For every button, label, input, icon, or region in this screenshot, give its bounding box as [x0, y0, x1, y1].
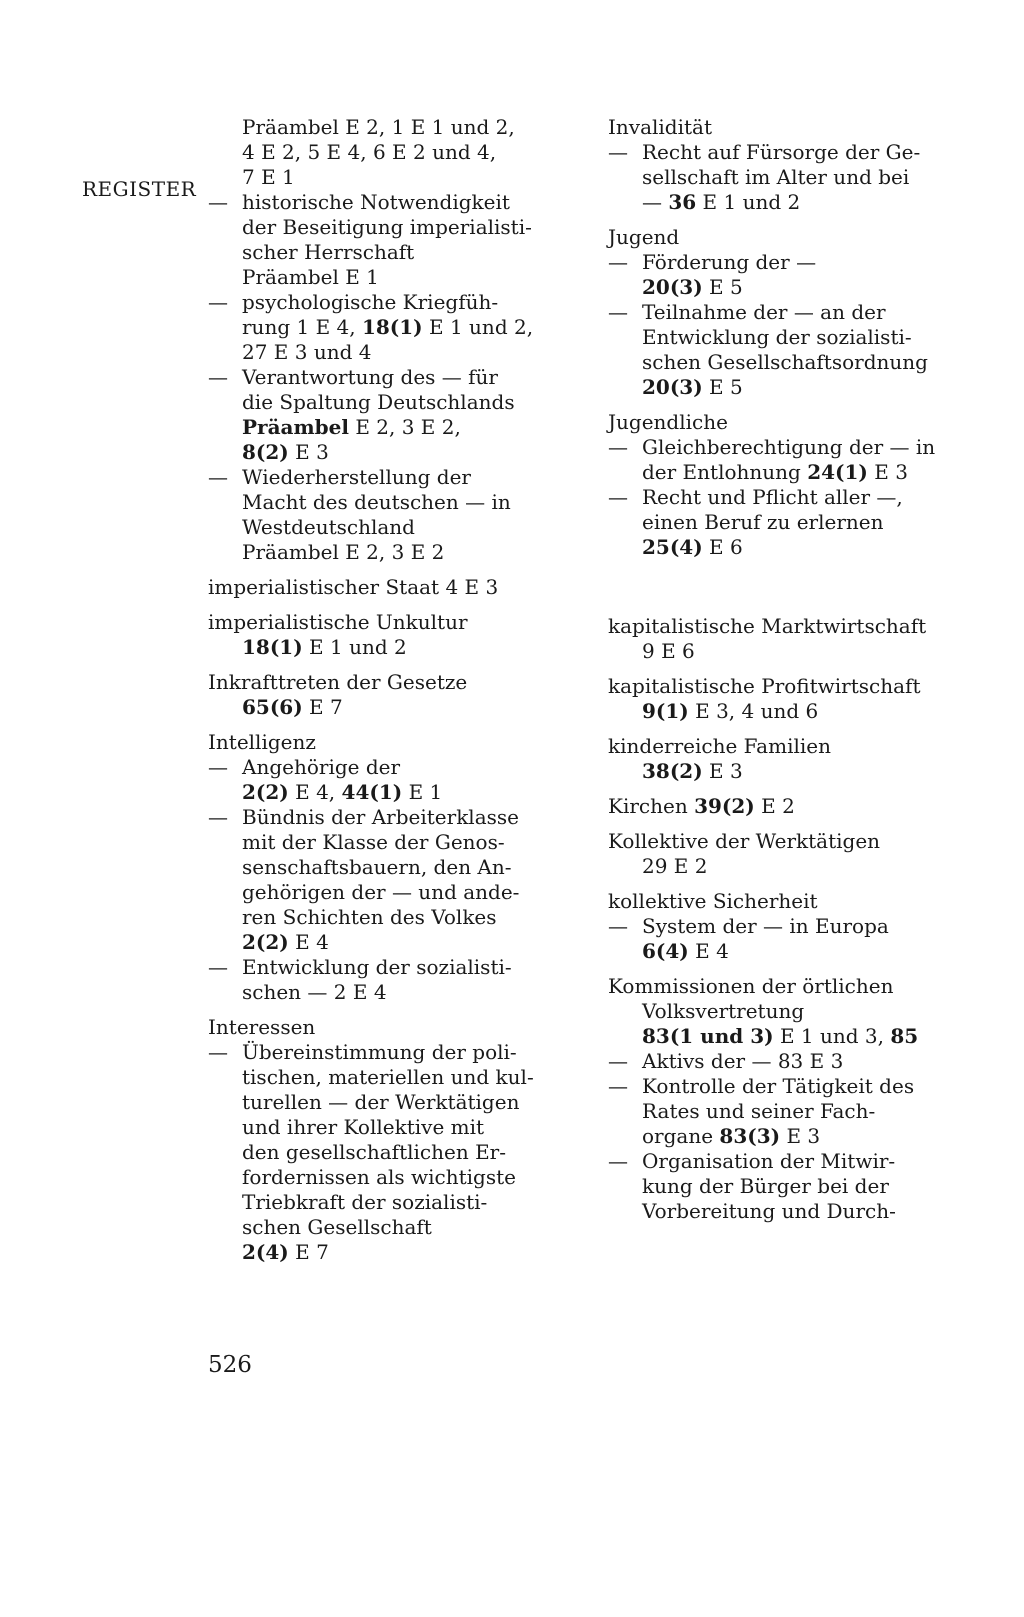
entry-line: [608, 1124, 953, 1149]
subentry-line: — Gleichberechtigung der — in: [608, 435, 953, 460]
text-run: E 7: [302, 695, 343, 719]
text-run: E 1: [402, 780, 443, 804]
entry-line: fordernissen als wichtigste: [242, 1165, 516, 1189]
article-ref: 24(1): [807, 460, 868, 484]
article-ref: 83(1 und 3): [642, 1024, 774, 1048]
entry-line: 7 E 1: [242, 165, 295, 189]
entry-heading: [608, 794, 953, 819]
entry-line: [608, 375, 953, 400]
entry-heading: Inkrafttreten der Gesetze: [208, 670, 468, 694]
article-ref: Präambel: [242, 415, 349, 439]
text-run: E 5: [702, 275, 743, 299]
article-ref: 18(1): [242, 635, 303, 659]
text-run: E 1 und 2,: [422, 315, 534, 339]
entry-line: Westdeutschland: [242, 515, 415, 539]
entry-line: [608, 759, 953, 784]
text-run: E 4: [288, 930, 329, 954]
text-run: E 1 und 3,: [773, 1024, 891, 1048]
text-run: E 1 und 2: [302, 635, 407, 659]
subentry-line: — Entwicklung der sozialisti-: [208, 955, 553, 980]
article-ref: 83(3): [719, 1124, 781, 1148]
entry-line: [608, 535, 953, 560]
article-ref: 20(3): [642, 275, 703, 299]
entry-line: [608, 939, 953, 964]
article-ref: 38(2): [642, 759, 703, 783]
subentry-line: — Angehörige der: [208, 755, 553, 780]
subentry-line: — historische Notwendigkeit: [208, 190, 553, 215]
entry-heading: Invalidität: [608, 115, 712, 139]
article-ref: 2(2): [242, 930, 289, 954]
text-run: E 4,: [288, 780, 342, 804]
article-ref: 36: [668, 190, 697, 214]
entry-line: [208, 930, 553, 955]
index-entry: [608, 829, 953, 879]
entry-line: einen Beruf zu erlernen: [642, 510, 884, 534]
entry-line: Präambel E 1: [242, 265, 379, 289]
article-ref: 2(4): [242, 1240, 289, 1264]
subentry-line: — Förderung der —: [608, 250, 953, 275]
page-number: 526: [208, 1352, 252, 1378]
text-run: E 3: [867, 460, 908, 484]
entry-line: den gesellschaftlichen Er-: [242, 1140, 506, 1164]
article-ref: 65(6): [242, 695, 303, 719]
text-run: organe: [642, 1124, 720, 1148]
entry-line: [208, 780, 553, 805]
entry-line: Rates und seiner Fach-: [642, 1099, 876, 1123]
entry-heading: Intelligenz: [208, 730, 316, 754]
article-ref: 18(1): [361, 315, 423, 339]
entry-line: turellen — der Werktätigen: [242, 1090, 520, 1114]
index-entry: [208, 115, 553, 565]
letter-group-gap: [608, 570, 953, 614]
entry-line: schen Gesellschaftsordnung: [642, 350, 928, 374]
entry-line: gehörigen der — und ande-: [242, 880, 520, 904]
entry-heading: imperialistischer Staat 4 E 3: [208, 575, 499, 599]
entry-line: 4 E 2, 5 E 4, 6 E 2 und 4,: [242, 140, 497, 164]
entry-line: der Beseitigung imperialisti-: [242, 215, 532, 239]
index-entry: [608, 410, 953, 560]
entry-heading: kapitalistische Profitwirtschaft: [608, 674, 921, 698]
entry-line: mit der Klasse der Genos-: [242, 830, 505, 854]
entry-line: [208, 1240, 553, 1265]
subentry-line: — Wiederherstellung der: [208, 465, 553, 490]
text-run: der Entlohnung: [642, 460, 808, 484]
entry-line: Triebkraft der sozialisti-: [242, 1190, 488, 1214]
article-ref: 2(2): [242, 780, 289, 804]
entry-line: Vorbereitung und Durch-: [642, 1199, 896, 1223]
text-run: Kirchen: [608, 794, 695, 818]
subentry-line: — Teilnahme der — an der: [608, 300, 953, 325]
text-run: E 3: [780, 1124, 821, 1148]
article-ref: 44(1): [341, 780, 403, 804]
text-run: rung 1 E 4,: [242, 315, 362, 339]
entry-heading: Jugend: [608, 225, 680, 249]
article-ref: 39(2): [694, 794, 755, 818]
entry-line: [608, 190, 953, 215]
index-entry: [208, 670, 553, 720]
entry-line: Präambel E 2, 3 E 2: [242, 540, 445, 564]
index-entry: [608, 734, 953, 784]
entry-heading: kapitalistische Marktwirtschaft: [608, 614, 927, 638]
index-entry: [208, 1015, 553, 1265]
text-run: E 5: [702, 375, 743, 399]
entry-line: die Spaltung Deutschlands: [242, 390, 515, 414]
text-run: E 7: [288, 1240, 329, 1264]
entry-line: [608, 275, 953, 300]
index-entry: [608, 974, 953, 1224]
article-ref: 8(2): [242, 440, 289, 464]
subentry-line: — Aktivs der — 83 E 3: [608, 1049, 953, 1074]
entry-line: Macht des deutschen — in: [242, 490, 511, 514]
subentry-line: — System der — in Europa: [608, 914, 953, 939]
entry-line: Entwicklung der sozialisti-: [642, 325, 912, 349]
index-entry: [208, 730, 553, 1005]
entry-line: schen — 2 E 4: [242, 980, 387, 1004]
entry-line: 29 E 2: [642, 854, 708, 878]
entry-line: senschaftsbauern, den An-: [242, 855, 512, 879]
index-entry: [608, 115, 953, 215]
subentry-line: — Recht und Pflicht aller —,: [608, 485, 953, 510]
subentry-line: — Recht auf Fürsorge der Ge-: [608, 140, 953, 165]
entry-line: [208, 315, 553, 340]
entry-heading: imperialistische Unkultur: [208, 610, 468, 634]
entry-line: 9 E 6: [642, 639, 695, 663]
entry-line: sellschaft im Alter und bei: [642, 165, 910, 189]
subentry-line: — Übereinstimmung der poli-: [208, 1040, 553, 1065]
entry-line: [208, 635, 553, 660]
text-run: E 4: [688, 939, 729, 963]
entry-line: schen Gesellschaft: [242, 1215, 432, 1239]
article-ref: 20(3): [642, 375, 703, 399]
entry-heading: kinderreiche Familien: [608, 734, 831, 758]
text-run: E 1 und 2: [696, 190, 801, 214]
index-entry: [608, 674, 953, 724]
article-ref: 9(1): [642, 699, 689, 723]
entry-heading: Jugendliche: [608, 410, 728, 434]
entry-line: [608, 1024, 953, 1049]
text-run: E 2: [754, 794, 795, 818]
entry-line: kung der Bürger bei der: [642, 1174, 889, 1198]
index-entry: [208, 575, 553, 600]
text-run: E 2, 3 E 2,: [348, 415, 461, 439]
side-label-register: REGISTER: [82, 177, 197, 201]
entry-line: [608, 460, 953, 485]
entry-line: scher Herrschaft: [242, 240, 415, 264]
entry-line: [208, 415, 553, 440]
entry-line: [208, 440, 553, 465]
entry-line: Präambel E 2, 1 E 1 und 2,: [242, 115, 515, 139]
subentry-line: — psychologische Kriegfüh-: [208, 290, 553, 315]
index-entry: [608, 614, 953, 664]
index-entry: [208, 610, 553, 660]
text-run: E 3: [702, 759, 743, 783]
text-run: —: [642, 190, 669, 214]
entry-heading: Kollektive der Werktätigen: [608, 829, 881, 853]
entry-line: ren Schichten des Volkes: [242, 905, 497, 929]
text-run: E 3, 4 und 6: [688, 699, 819, 723]
right-column: [608, 115, 953, 1234]
subentry-line: — Bündnis der Arbeiterklasse: [208, 805, 553, 830]
subentry-line: — Verantwortung des — für: [208, 365, 553, 390]
entry-heading: Kommissionen der örtlichen: [608, 974, 894, 998]
subentry-line: — Organisation der Mitwir-: [608, 1149, 953, 1174]
entry-line: 27 E 3 und 4: [242, 340, 372, 364]
entry-heading: Interessen: [208, 1015, 316, 1039]
article-ref: 25(4): [642, 535, 703, 559]
entry-heading: kollektive Sicherheit: [608, 889, 818, 913]
index-entry: [608, 889, 953, 964]
left-column: [208, 115, 553, 1275]
article-ref: 6(4): [642, 939, 689, 963]
entry-line: Volksvertretung: [642, 999, 805, 1023]
text-run: E 3: [288, 440, 329, 464]
entry-line: [208, 695, 553, 720]
entry-line: tischen, materiellen und kul-: [242, 1065, 534, 1089]
article-ref: 85: [890, 1024, 919, 1048]
entry-line: und ihrer Kollektive mit: [242, 1115, 485, 1139]
text-run: E 6: [702, 535, 743, 559]
entry-line: [608, 699, 953, 724]
subentry-line: — Kontrolle der Tätigkeit des: [608, 1074, 953, 1099]
index-entry: [608, 794, 953, 819]
index-entry: [608, 225, 953, 400]
